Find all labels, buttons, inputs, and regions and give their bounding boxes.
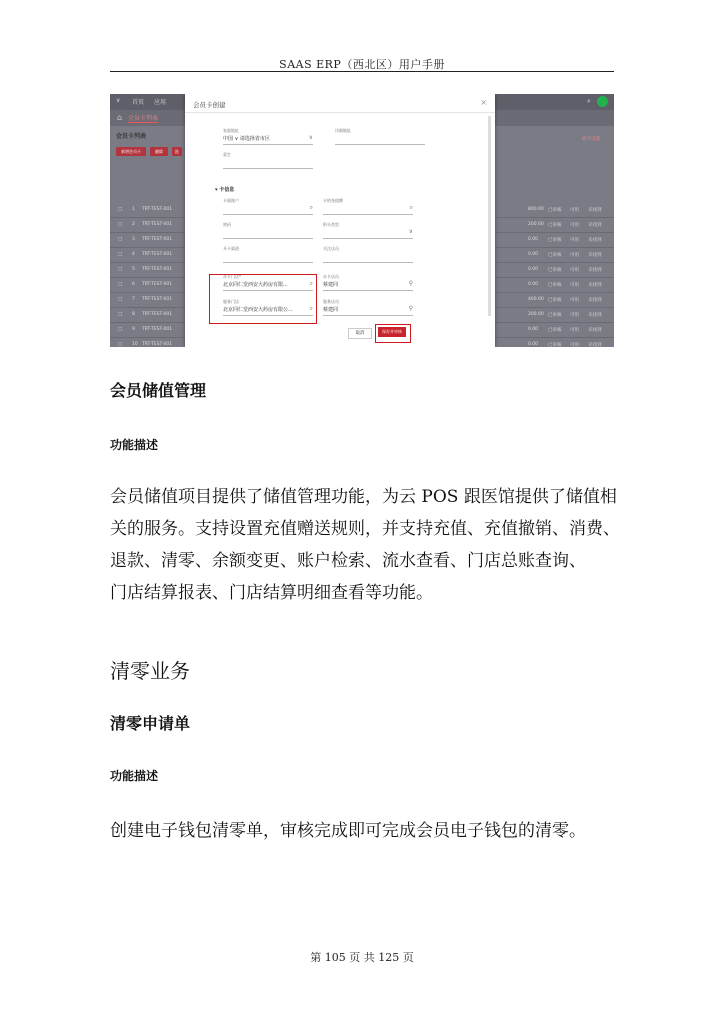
table-row — [110, 262, 188, 278]
row-number: 4 — [132, 252, 135, 257]
row-usable: 可用 — [570, 238, 579, 243]
field-card-account — [223, 198, 313, 215]
heading-function-desc-2: 功能描述 — [110, 769, 159, 783]
delete-button: 删除 — [150, 147, 168, 156]
row-checkbox: □ — [118, 207, 123, 212]
row-checkbox: □ — [118, 297, 123, 302]
heading-clear-business: 清零业务 — [110, 659, 190, 683]
row-number: 5 — [132, 267, 135, 272]
embedded-screenshot — [110, 94, 614, 347]
row-amount: 0.00 — [528, 327, 539, 332]
table-row — [494, 232, 614, 248]
avatar — [597, 96, 608, 107]
row-status: 已审核 — [548, 298, 562, 303]
table-row — [110, 217, 188, 233]
chevron-down-icon: ∨ — [308, 134, 313, 141]
section-card-info — [215, 186, 234, 193]
tab-member-card-list: 会员卡列表 — [128, 115, 159, 122]
field-label: 关注店员 — [323, 246, 339, 251]
user-icon: ⚲ — [408, 305, 413, 312]
row-checkbox: □ — [118, 282, 123, 287]
field-follow-clerk — [323, 246, 413, 263]
row-status: 已审核 — [548, 343, 562, 347]
row-number: 6 — [132, 282, 135, 287]
field-label: 详细地址 — [335, 128, 351, 133]
field-label: 办卡店员 — [323, 274, 339, 279]
dialog-divider — [185, 112, 495, 113]
table-row — [110, 202, 188, 218]
row-code: TRT-TEST-001 — [142, 207, 173, 212]
row-status: 已审核 — [548, 223, 562, 228]
row-checkbox: □ — [118, 327, 123, 332]
field-label: 卡的充值额 — [323, 198, 343, 203]
row-amount: 0.00 — [528, 237, 539, 242]
field-service-store — [223, 299, 313, 316]
paragraph-clear — [110, 815, 620, 847]
field-open-clerk — [323, 274, 413, 291]
field-home-address — [223, 128, 313, 145]
row-state: 未找到 — [588, 313, 602, 318]
search-icon: ⌕ — [309, 204, 313, 211]
row-number: 1 — [132, 207, 135, 212]
caret-down-icon: ▾ — [215, 187, 220, 193]
row-state: 未找到 — [588, 238, 602, 243]
field-label: 积分类型 — [323, 222, 339, 227]
field-service-clerk — [323, 299, 413, 316]
header-rule — [110, 71, 614, 72]
table-row — [110, 322, 188, 338]
heading-clear-application: 清零申请单 — [110, 714, 191, 733]
field-points-type — [323, 222, 413, 239]
row-status: 已审核 — [548, 238, 562, 243]
nav-home: 首页 — [132, 99, 145, 106]
row-number: 9 — [132, 327, 135, 332]
row-status: 已审核 — [548, 283, 562, 288]
row-code: TRT-TEST-001 — [142, 342, 173, 347]
row-status: 已审核 — [548, 328, 562, 333]
table-row — [494, 292, 614, 308]
row-usable: 可用 — [570, 283, 579, 288]
row-state: 未找到 — [588, 283, 602, 288]
add-card-button: 新增会员卡 — [116, 147, 146, 156]
close-icon: × — [480, 98, 487, 107]
field-open-store — [223, 274, 313, 291]
dialog-title: 会员卡创建 — [193, 101, 226, 109]
table-row — [494, 202, 614, 218]
paragraph-stored-value — [110, 481, 620, 609]
row-checkbox: □ — [118, 222, 123, 227]
row-amount: 0.00 — [528, 342, 539, 347]
row-usable: 可用 — [570, 253, 579, 258]
row-amount: 0.00 — [528, 282, 539, 287]
table-row — [110, 307, 188, 323]
field-label: 服务店员 — [323, 299, 339, 304]
row-status: 已审核 — [548, 253, 562, 258]
row-checkbox: □ — [118, 252, 123, 257]
row-number: 10 — [132, 342, 138, 347]
row-checkbox: □ — [118, 312, 123, 317]
row-number: 8 — [132, 312, 135, 317]
row-usable: 可用 — [570, 313, 579, 318]
row-code: TRT-TEST-001 — [142, 282, 173, 287]
row-amount: 400.00 — [528, 297, 544, 302]
row-number: 2 — [132, 222, 135, 227]
row-usable: 可用 — [570, 328, 579, 333]
section-title: 卡信息 — [219, 187, 235, 193]
field-value: 北京同仁堂西安大药房有限公... — [223, 307, 293, 313]
row-state: 未找到 — [588, 343, 602, 347]
heading-member-stored-value: 会员储值管理 — [110, 381, 207, 400]
field-label: 爱生 — [223, 152, 231, 157]
table-row — [494, 277, 614, 293]
row-code: TRT-TEST-001 — [142, 267, 173, 272]
paragraph-line: 关的服务。支持设置充值赠送规则，并支持充值、充值撤销、消费、 — [110, 519, 620, 539]
row-state: 未找到 — [588, 298, 602, 303]
row-checkbox: □ — [118, 342, 123, 347]
field-label: 办卡门店* — [223, 274, 241, 279]
page-header: SAAS ERP（西北区）用户手册 — [279, 58, 445, 71]
row-state: 未找到 — [588, 208, 602, 213]
member-card-create-dialog — [185, 94, 495, 347]
heading-function-desc-1: 功能描述 — [110, 438, 159, 452]
expand-settings: 展开设置 — [582, 137, 600, 142]
table-row — [494, 247, 614, 263]
row-checkbox: □ — [118, 237, 123, 242]
table-row — [494, 307, 614, 323]
row-code: TRT-TEST-001 — [142, 327, 173, 332]
field-value: 蔡建同 — [323, 307, 339, 313]
row-amount: 0.00 — [528, 252, 539, 257]
table-row — [110, 277, 188, 293]
field-label: 开卡渠道 — [223, 246, 239, 251]
batch-button: 批 — [172, 147, 182, 156]
list-right-columns — [494, 166, 614, 347]
search-icon: ⌕ — [309, 280, 313, 287]
row-status: 已审核 — [548, 268, 562, 273]
cancel-button: 取消 — [348, 328, 372, 339]
field-value: 蔡建同 — [323, 282, 339, 288]
row-number: 7 — [132, 297, 135, 302]
row-usable: 可用 — [570, 343, 579, 347]
row-checkbox: □ — [118, 267, 123, 272]
table-row — [110, 247, 188, 263]
row-code: TRT-TEST-001 — [142, 297, 173, 302]
row-code: TRT-TEST-001 — [142, 237, 173, 242]
search-icon: ⌕ — [309, 305, 313, 312]
table-row — [494, 217, 614, 233]
paragraph-line: 门店结算报表、门店结算明细查看等功能。 — [110, 583, 433, 603]
table-row — [110, 292, 188, 308]
row-state: 未找到 — [588, 268, 602, 273]
row-state: 未找到 — [588, 223, 602, 228]
field-card-recharge — [323, 198, 413, 215]
list-left-columns — [110, 166, 188, 347]
paragraph-line: 退款、清零、余额变更、账户检索、流水查看、门店总账查询、 — [110, 551, 586, 571]
row-amount: 200.00 — [528, 222, 544, 227]
dialog-scrollbar — [488, 116, 491, 316]
row-amount: 800.00 — [528, 207, 544, 212]
save-and-review-button: 保存并审核 — [378, 327, 406, 337]
search-icon: ⌕ — [587, 97, 591, 105]
nav-apps: 应用 — [154, 99, 167, 106]
field-label: 家庭地址 — [223, 128, 239, 133]
table-row — [494, 322, 614, 338]
user-icon: ⚲ — [408, 280, 413, 287]
search-icon: ⌕ — [409, 204, 413, 211]
row-amount: 0.00 — [528, 267, 539, 272]
row-code: TRT-TEST-001 — [142, 312, 173, 317]
row-state: 未找到 — [588, 253, 602, 258]
paragraph-line: 创建电子钱包清零单，审核完成即可完成会员电子钱包的清零。 — [110, 821, 586, 841]
field-label: 服务门店 — [223, 299, 239, 304]
field-hobby — [223, 152, 313, 169]
paragraph-line: 会员储值项目提供了储值管理功能，为云 POS 跟医馆提供了储值相 — [110, 487, 617, 507]
table-row — [494, 337, 614, 347]
row-status: 已审核 — [548, 313, 562, 318]
field-value: 北京同仁堂西安大药房有限... — [223, 282, 288, 288]
row-state: 未找到 — [588, 328, 602, 333]
row-status: 已审核 — [548, 208, 562, 213]
row-code: TRT-TEST-001 — [142, 252, 173, 257]
row-code: TRT-TEST-001 — [142, 222, 173, 227]
row-usable: 可用 — [570, 298, 579, 303]
home-icon: ⌂ — [117, 113, 123, 122]
field-open-channel — [223, 246, 313, 263]
row-number: 3 — [132, 237, 135, 242]
row-usable: 可用 — [570, 268, 579, 273]
table-row — [494, 262, 614, 278]
field-detail-address — [335, 128, 425, 145]
table-row — [110, 337, 188, 347]
page-footer: 第 105 页 共 125 页 — [310, 951, 414, 964]
row-amount: 200.00 — [528, 312, 544, 317]
menu-icon: ∨ — [116, 97, 121, 104]
list-title: 会员卡列表 — [116, 133, 147, 140]
field-label: 卡面账户 — [223, 198, 239, 203]
field-label: 密码 — [223, 222, 231, 227]
chevron-down-icon: ∨ — [408, 228, 413, 235]
row-usable: 可用 — [570, 223, 579, 228]
table-row — [110, 232, 188, 248]
field-password — [223, 222, 313, 239]
field-value: 中国 ∨ 请选择省市区 — [223, 136, 270, 142]
row-usable: 可用 — [570, 208, 579, 213]
